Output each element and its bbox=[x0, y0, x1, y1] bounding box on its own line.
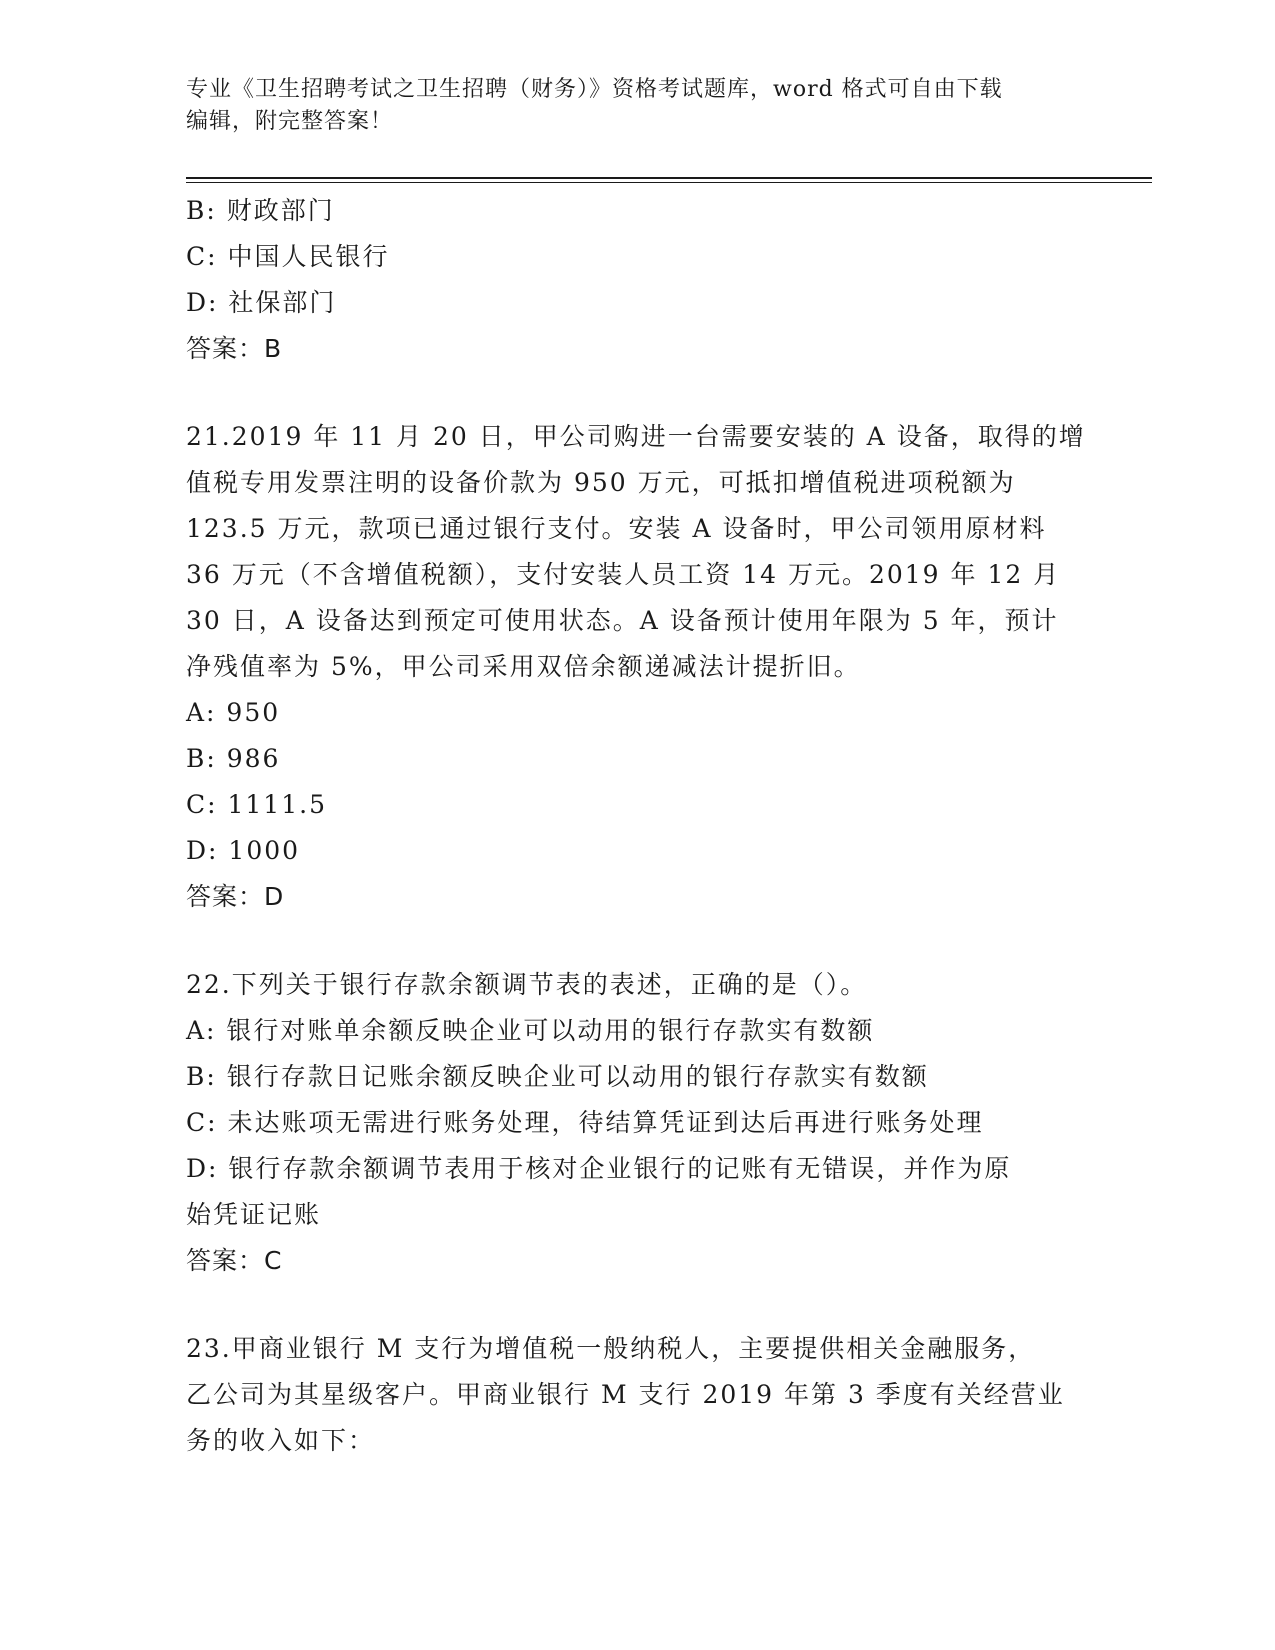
question-text-line: 21.2019 年 11 月 20 日，甲公司购进一台需要安装的 A 设备，取得的增 bbox=[186, 422, 1086, 451]
option-b: B: 986 bbox=[186, 744, 281, 773]
answer-line: 答案：C bbox=[186, 1246, 283, 1275]
question-text-line: 乙公司为其星级客户。甲商业银行 M 支行 2019 年第 3 季度有关经营业 bbox=[186, 1380, 1065, 1409]
option-b: B: 银行存款日记账余额反映企业可以动用的银行存款实有数额 bbox=[186, 1062, 929, 1091]
question-text-line: 30 日，A 设备达到预定可使用状态。A 设备预计使用年限为 5 年，预计 bbox=[186, 606, 1059, 635]
option-b: B: 财政部门 bbox=[186, 196, 335, 225]
answer-line: 答案：D bbox=[186, 882, 285, 911]
question-text-line: 23.甲商业银行 M 支行为增值税一般纳税人，主要提供相关金融服务， bbox=[186, 1334, 1036, 1363]
option-a: A: 银行对账单余额反映企业可以动用的银行存款实有数额 bbox=[186, 1016, 875, 1045]
header-rule-thin bbox=[186, 182, 1152, 183]
option-c: C: 未达账项无需进行账务处理，待结算凭证到达后再进行账务处理 bbox=[186, 1108, 984, 1137]
option-c: C: 1111.5 bbox=[186, 790, 327, 819]
option-d-continued: 始凭证记账 bbox=[186, 1200, 322, 1229]
header-line-1: 专业《卫生招聘考试之卫生招聘（财务）》资格考试题库，word 格式可自由下载 bbox=[186, 77, 1003, 102]
question-text-line: 净残值率为 5%，甲公司采用双倍余额递减法计提折旧。 bbox=[186, 652, 861, 681]
spacer bbox=[186, 920, 1086, 962]
question-text-line: 值税专用发票注明的设备价款为 950 万元，可抵扣增值税进项税额为 bbox=[186, 468, 1016, 497]
question-text-line: 务的收入如下： bbox=[186, 1426, 376, 1455]
option-d: D: 社保部门 bbox=[186, 288, 337, 317]
prev-question bbox=[186, 188, 1086, 372]
spacer bbox=[186, 1284, 1086, 1326]
question-23 bbox=[186, 1326, 1086, 1464]
question-21 bbox=[186, 414, 1086, 920]
option-d: D: 1000 bbox=[186, 836, 301, 865]
question-text-line: 123.5 万元，款项已通过银行支付。安装 A 设备时，甲公司领用原材料 bbox=[186, 514, 1047, 543]
header-rule-thick bbox=[186, 177, 1152, 179]
page-header bbox=[186, 74, 1086, 138]
option-a: A: 950 bbox=[186, 698, 281, 727]
question-text-line: 36 万元（不含增值税额），支付安装人员工资 14 万元。2019 年 12 月 bbox=[186, 560, 1061, 589]
document-body bbox=[186, 188, 1086, 1464]
option-d: D: 银行存款余额调节表用于核对企业银行的记账有无错误，并作为原 bbox=[186, 1154, 1012, 1183]
question-text-line: 22.下列关于银行存款余额调节表的表述，正确的是（）。 bbox=[186, 970, 868, 999]
spacer bbox=[186, 372, 1086, 414]
answer-line: 答案：B bbox=[186, 334, 283, 363]
header-line-2: 编辑，附完整答案！ bbox=[186, 109, 394, 134]
option-c: C: 中国人民银行 bbox=[186, 242, 390, 271]
question-22 bbox=[186, 962, 1086, 1284]
